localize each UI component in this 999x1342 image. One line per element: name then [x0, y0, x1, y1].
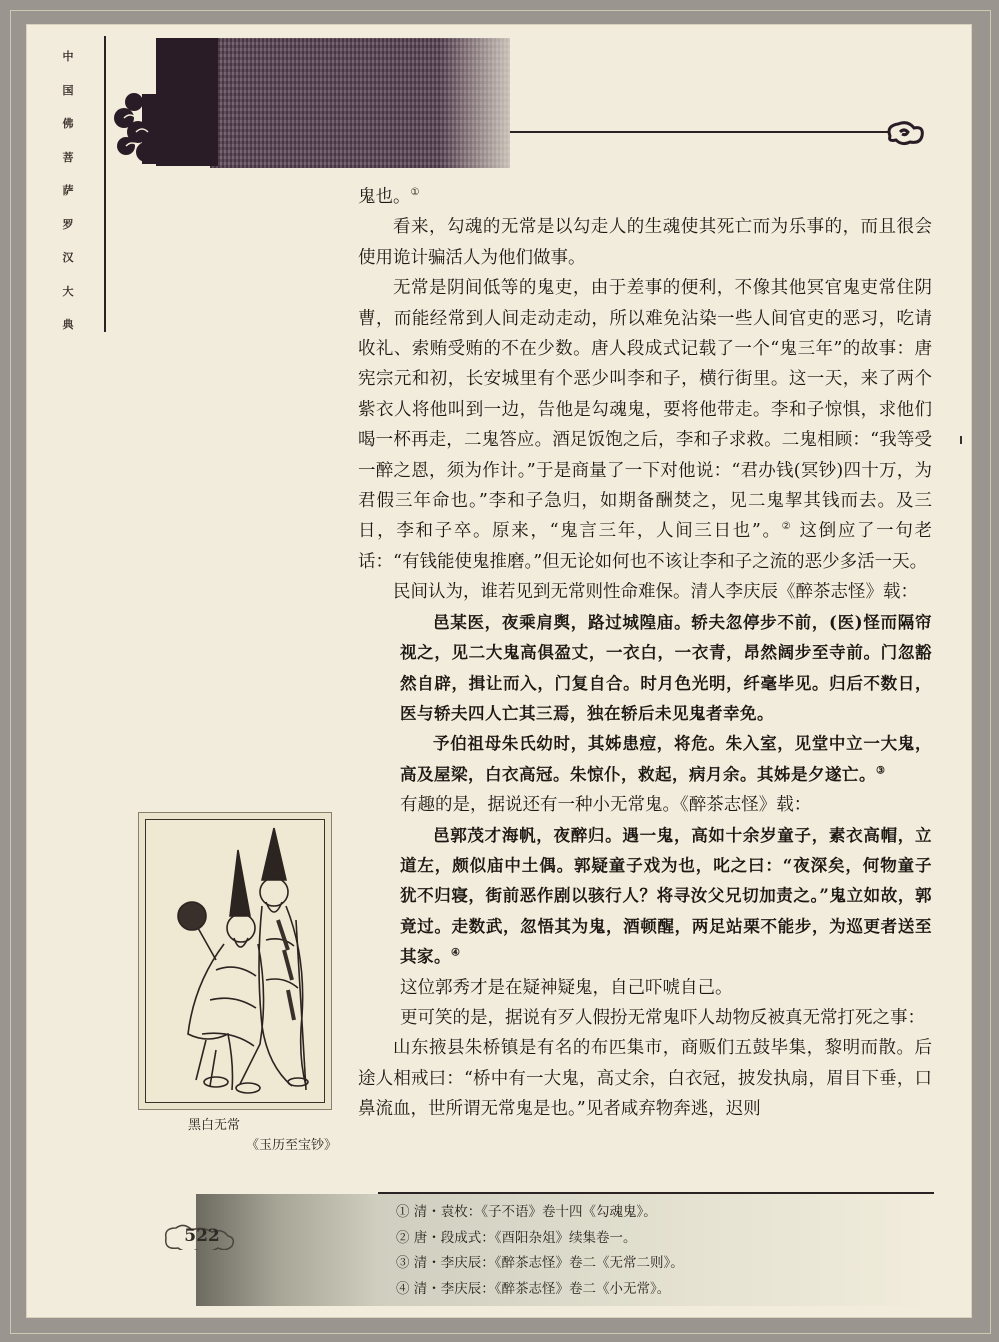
paragraph	[358, 182, 932, 212]
quote-text: 予伯祖母朱氏幼时，其姊患痘，将危。朱入室，见堂中立一大鬼，高及屋梁，白衣高冠。朱惊仆，救起，病月余。其姊是夕遂亡。	[400, 734, 932, 784]
footnote: ④ 清・李庆辰：《醉茶志怪》卷二《小无常》。	[396, 1280, 671, 1297]
series-title-char: 菩	[62, 150, 74, 164]
series-title	[56, 40, 80, 342]
series-title-char: 典	[62, 318, 74, 331]
body-text	[358, 182, 932, 1125]
paragraph: 山东掖县朱桥镇是有名的布匹集市，商贩们五鼓毕集，黎明而散。后途人相戒曰：“桥中有一大鬼，高丈余，白衣冠，披发执扇，眉目下垂，口鼻流血，世所谓无常鬼是也。”见者咸弃物奔逃，迟则	[358, 1038, 932, 1120]
paragraph: 民间认为，谁若见到无常则性命难保。清人李庆辰《醉茶志怪》载：	[393, 582, 918, 603]
black-white-impermanence-figure	[146, 820, 322, 1100]
series-title-char: 中	[62, 50, 74, 63]
paragraph: 这位郭秀才是在疑神疑鬼，自己吓唬自己。	[400, 977, 733, 998]
footnote: ① 清・袁枚：《子不语》卷十四《勾魂鬼》。	[396, 1204, 657, 1220]
illustration-source: 《玉历至宝钞》	[246, 1138, 338, 1153]
footnote-marker: ①	[410, 187, 420, 199]
paragraph: 更可笑的是，据说有歹人假扮无常鬼吓人劫物反被真无常打死之事：	[400, 1007, 925, 1028]
series-title-char: 国	[62, 83, 74, 97]
footnote-marker: ④	[451, 947, 461, 959]
series-title-char: 大	[62, 284, 74, 298]
footnote: ② 唐・段成式：《酉阳杂俎》续集卷一。	[396, 1229, 637, 1246]
illustration-frame	[138, 812, 332, 1110]
block-quote	[400, 729, 932, 790]
quote-text: 邑郭茂才海帆，夜醉归。遇一鬼，高如十余岁童子，素衣高帽，立道左，颇似庙中土偶。郭疑童子戏为也，叱之曰：“夜深矣，何物童子犹不归寝，街前恶作剧以骇行人？将寻汝父兄切加责之。”鬼立如故，郭竟过。走数武，忽悟其为鬼，酒顿醒，两足站栗不能步，为巡更者送至其家。	[400, 825, 932, 967]
side-rule	[104, 36, 106, 332]
block-quote: 邑某医，夜乘肩舆，路过城隍庙。轿夫忽停步不前，(医)怪而隔帘视之，见二大鬼高俱盈丈，一衣白，一衣青，昂然阔步至寺前。门忽豁然自辟，揖让而入，门复自合。时月色光明，纤毫毕见。归后不数日，医与轿夫四人亡其三焉，独在轿后未见鬼者幸免。	[400, 612, 932, 723]
illustration-panel	[145, 819, 325, 1103]
page-number: 522	[184, 1226, 220, 1246]
footnote-marker: ②	[781, 521, 793, 533]
header-banner-texture	[210, 38, 510, 168]
series-title-char: 佛	[62, 117, 74, 130]
paragraph	[358, 273, 932, 577]
cloud-ornament-icon	[112, 88, 172, 164]
paragraph-text: 这倒应了一句老话：“有钱能使鬼推磨。”但无论如何也不该让李和子之流的恶少多活一天。	[358, 521, 933, 572]
illustration-caption: 黑白无常	[188, 1118, 241, 1133]
block-quote	[400, 821, 932, 973]
paragraph-text: 无常是阴间低等的鬼吏，由于差事的便利，不像其他冥官鬼吏常住阴曹，而能经常到人间走动走动，所以难免沾染一些人间官吏的恶习，吃请收礼、索贿受贿的不在少数。唐人段成式记载了一个“鬼三年”的故事：唐宪宗元和初，长安城里有个恶少叫李和子，横行街里。这一天，来了两个紫衣人将他叫到一边，告他是勾魂鬼，要将他带走。李和子惊惧，求他们喝一杯再走，二鬼答应。酒足饭饱之后，李和子求救。二鬼相顾：“我等受一醉之恩，须为作计。”于是商量了一下对他说：“君办钱(冥钞)四十万，为君假三年命也。”李和子急归，如期备酬焚之，见二鬼挈其钱而去。及三日，李和子卒。原来，“鬼言三年，人间三日也”。	[358, 278, 932, 542]
footer-band	[196, 1194, 378, 1306]
footer-rule	[378, 1192, 934, 1194]
margin-mark	[960, 436, 962, 444]
paragraph: 看来，勾魂的无常是以勾走人的生魂使其死亡而为乐事的，而且很会使用诡计骗活人为他们做事。	[358, 217, 932, 268]
cloud-scroll-icon	[884, 118, 926, 146]
series-title-char: 罗	[62, 217, 74, 231]
footnote: ③ 清・李庆辰：《醉茶志怪》卷二《无常二则》。	[396, 1255, 684, 1271]
footnotes	[396, 1200, 916, 1302]
header-rule	[510, 131, 890, 133]
paragraph-text: 鬼也。	[358, 187, 411, 207]
series-title-char: 汉	[62, 251, 74, 264]
series-title-char: 萨	[62, 184, 74, 197]
footnote-marker: ③	[876, 765, 886, 777]
paragraph: 有趣的是，据说还有一种小无常鬼。《醉茶志怪》载：	[400, 795, 812, 816]
